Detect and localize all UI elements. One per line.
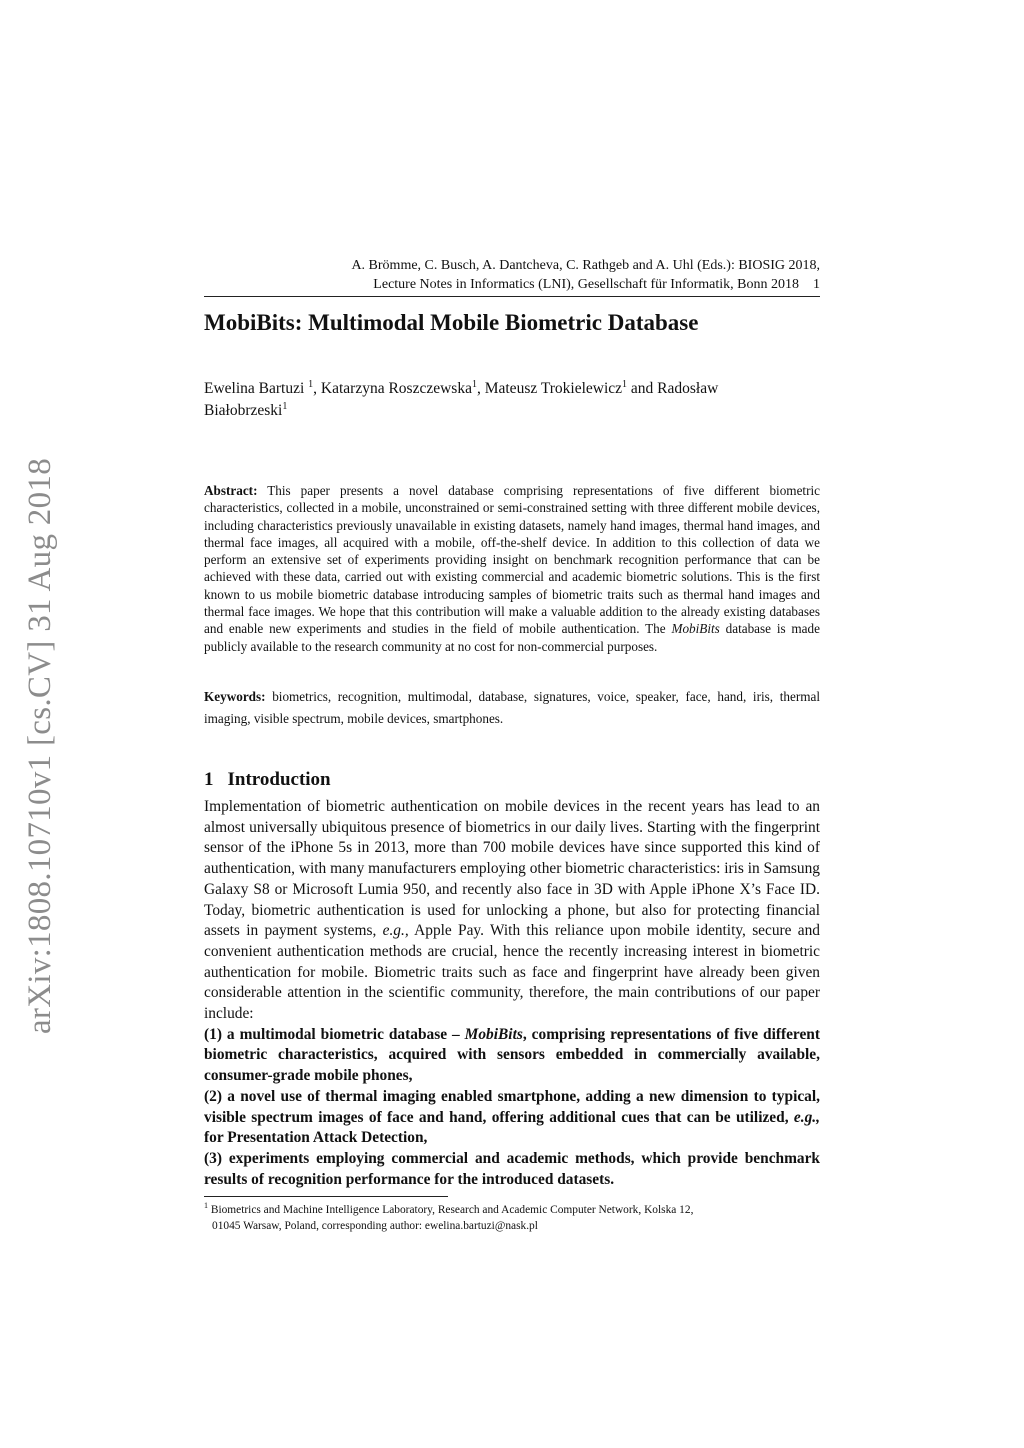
author-4: and Radosław Białobrzeski <box>204 380 719 419</box>
affiliation-mark: 1 <box>622 378 628 390</box>
intro-text-1: Implementation of biometric authentication on mobile devices in the recent years has lead to an almost universally ubiquitous presence of biometrics in our daily lives. Starting with the fingerprint sensor of the iPhone 5s in 2013, more than 700 mobile devices have since supported this kind of authentication, with many manufacturers employing other biometric characteristics: iris in Samsung Galaxy S8 or Microsoft Lumia 950, and recently also face in 3D with Apple iPhone X’s Face ID. Today, biometric authentication is used for unlocking a phone, but also for protecting financial assets in payment systems, <box>204 798 820 940</box>
abstract-emph: MobiBits <box>671 621 720 637</box>
contribution-1-emph: MobiBits <box>464 1025 523 1043</box>
running-header <box>204 256 820 294</box>
contribution-1 <box>204 1025 820 1087</box>
author-2: , Katarzyna Roszczewska <box>313 380 472 397</box>
contribution-1-text-a: (1) a multimodal biometric database – <box>204 1025 465 1043</box>
affiliation-mark: 1 <box>308 378 314 390</box>
author-3: , Mateusz Trokielewicz <box>476 380 623 397</box>
keywords-label: Keywords: <box>204 689 266 704</box>
paper-title: MobiBits: Multimodal Mobile Biometric Database <box>204 310 699 335</box>
header-venue: Lecture Notes in Informatics (LNI), Gesellschaft für Informatik, Bonn 2018 <box>373 277 799 292</box>
keywords-text: biometrics, recognition, multimodal, database, signatures, voice, speaker, face, hand, iris, thermal imaging, visible spectrum, mobile devices, smartphones. <box>204 689 820 726</box>
footnote-mark: 1 <box>204 1201 208 1211</box>
abstract-text-2: database is made publicly available to the research community at no cost for non-commercial purposes. <box>204 621 820 654</box>
footnote-line-2: 01045 Warsaw, Poland, corresponding author: ewelina.bartuzi@nask.pl <box>212 1220 538 1232</box>
abstract-label: Abstract: <box>204 483 258 498</box>
abstract-text-1: This paper presents a novel database comprising representations of five different biometric characteristics, collected in a mobile, unconstrained or semi-constrained setting with three different mobile devices, including characteristics previously unavailable in existing datasets, namely hand images, thermal hand images, and thermal face images, all acquired with a mobile, off-the-shelf device. In addition to this collection of data we perform an extensive set of experiments providing insight on benchmark recognition performance that can be achieved with these data, carried out with existing commercial and academic biometric solutions. This is the first known to us mobile biometric database introducing samples of biometric traits such as thermal hand images and thermal face images. We hope that this contribution will make a valuable addition to the already existing databases and enable new experiments and studies in the field of mobile authentication. The <box>204 483 820 637</box>
section-heading <box>204 767 331 793</box>
footnote-line-1: Biometrics and Machine Intelligence Laboratory, Research and Academic Computer Network, Kolska 12, <box>208 1204 694 1216</box>
contribution-2 <box>204 1087 820 1149</box>
header-rule <box>204 296 820 297</box>
footnote <box>204 1202 820 1234</box>
header-line-2 <box>204 275 820 294</box>
page-number: 1 <box>813 277 820 292</box>
header-line-1: A. Brömme, C. Busch, A. Dantcheva, C. Rathgeb and A. Uhl (Eds.): BIOSIG 2018, <box>351 258 820 273</box>
affiliation-mark: 1 <box>282 400 288 412</box>
abstract <box>204 482 820 655</box>
contribution-2-text-a: (2) a novel use of thermal imaging enabled smartphone, adding a new dimension to typical, visible spectrum images of face and hand, offering additional cues that can be utilized, <box>204 1087 820 1126</box>
arxiv-identifier: arXiv:1808.10710v1 [cs.CV] 31 Aug 2018 <box>22 457 58 1035</box>
author-1: Ewelina Bartuzi <box>204 380 309 397</box>
section-title: Introduction <box>227 769 331 790</box>
contribution-2-text-b: for Presentation Attack Detection, <box>204 1129 428 1147</box>
introduction-body <box>204 797 820 1190</box>
author-list <box>204 378 804 422</box>
contribution-1-text-b: , comprising representations of five different biometric characteristics, acquired with sensors embedded in commercially available, consumer-grade mobile phones, <box>204 1025 820 1085</box>
section-number: 1 <box>204 769 214 790</box>
contribution-3: (3) experiments employing commercial and academic methods, which provide benchmark results of recognition performance for the introduced datasets. <box>204 1149 820 1188</box>
contribution-2-emph: e.g., <box>793 1108 820 1126</box>
intro-paragraph <box>204 797 820 1025</box>
footnote-rule <box>204 1196 448 1197</box>
keywords <box>204 686 820 730</box>
intro-text-2: Apple Pay. With this reliance upon mobile identity, secure and convenient authentication methods are crucial, hence the recently increasing interest in biometric authentication for mobile. Biometric traits such as face and fingerprint have already been given considerable attention in the scientific community, therefore, the main contributions of our paper include: <box>204 922 821 1023</box>
affiliation-mark: 1 <box>471 378 477 390</box>
intro-emph: e.g., <box>382 922 409 940</box>
